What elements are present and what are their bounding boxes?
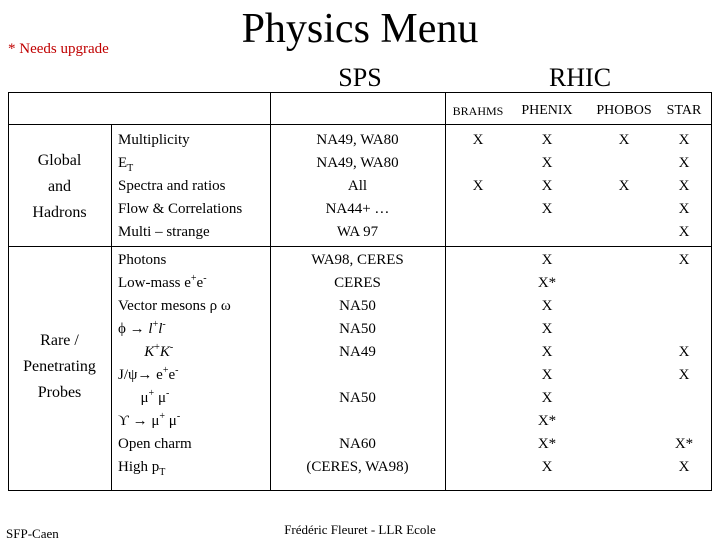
observable-label xyxy=(118,129,242,152)
brahms-mark-cell xyxy=(448,221,508,244)
observable-text-part: T xyxy=(127,163,134,174)
sps-experiment-cell: WA98, CERES xyxy=(311,252,404,268)
sps-experiment-cell xyxy=(270,410,445,433)
grid-line xyxy=(445,92,446,491)
rhic-header: RHIC xyxy=(548,63,612,92)
observable-label xyxy=(118,456,231,479)
observable-text-part: Flow & Correlations xyxy=(118,201,243,217)
star-mark-cell xyxy=(660,295,708,318)
phenix-mark-cell: X xyxy=(541,321,553,337)
brahms-mark-cell: X xyxy=(472,132,484,148)
observable-label xyxy=(118,433,231,456)
observable-text-part: Vector mesons ρ ω xyxy=(118,298,231,314)
observable-text-part: + xyxy=(190,273,197,284)
footer-left: SFP-Caen xyxy=(6,526,59,541)
grid-line xyxy=(8,490,712,491)
observable-text-part: Low-mass e xyxy=(118,275,191,291)
sps-experiment-cell: (CERES, WA98) xyxy=(306,459,409,475)
phenix-mark-cell: X xyxy=(541,344,553,360)
observable-label xyxy=(118,341,231,364)
observable-label xyxy=(118,221,242,244)
observable-text-part: Open charm xyxy=(118,436,192,452)
sps-experiment-cell: WA 97 xyxy=(336,224,379,240)
footer-center: Frédéric Fleuret - LLR Ecole xyxy=(284,522,436,537)
observable-label xyxy=(118,364,231,387)
observable-text-part: - xyxy=(162,319,166,330)
exp-header-phobos: PHOBOS xyxy=(596,103,652,118)
observable-label xyxy=(118,272,231,295)
rare-sps-column xyxy=(270,249,445,479)
star-mark-cell: X xyxy=(678,155,690,171)
star-mark-cell: X xyxy=(678,252,690,268)
phenix-mark-cell: X* xyxy=(537,436,557,452)
brahms-mark-cell xyxy=(448,152,508,175)
phenix-mark-cell: X xyxy=(541,390,553,406)
star-mark-cell xyxy=(660,272,708,295)
sps-experiment-cell: NA60 xyxy=(339,436,376,452)
observable-label xyxy=(118,318,231,341)
global-group-label xyxy=(8,148,111,226)
phenix-mark-cell: X* xyxy=(537,413,557,429)
observable-text-part: Spectra and ratios xyxy=(118,178,226,194)
observable-label xyxy=(118,152,242,175)
observable-text-part: - xyxy=(175,365,179,376)
observable-text-part: T xyxy=(159,467,166,478)
group-label-line: and xyxy=(47,178,72,195)
observable-text-part: + xyxy=(152,319,159,330)
phobos-mark-cell xyxy=(588,198,660,221)
phenix-mark-cell: X xyxy=(541,155,553,171)
star-mark-cell: X* xyxy=(674,436,694,452)
phobos-mark-cell xyxy=(588,152,660,175)
observable-text-part: - xyxy=(176,411,181,422)
observable-text-part: + xyxy=(148,388,155,399)
sps-experiment-cell: NA50 xyxy=(339,321,376,337)
observable-text-part: μ xyxy=(165,413,177,429)
group-label-line: Penetrating xyxy=(23,358,96,375)
rare-phenix-column xyxy=(515,249,579,479)
group-label-line: Hadrons xyxy=(32,204,87,221)
phenix-mark-cell xyxy=(515,221,579,244)
observable-text-part: High p xyxy=(118,459,160,475)
phobos-mark-cell: X xyxy=(618,178,630,194)
sps-experiment-cell: CERES xyxy=(334,275,381,291)
phenix-mark-cell: X xyxy=(541,201,553,217)
observable-text-part: K xyxy=(159,344,170,360)
phobos-mark-cell xyxy=(588,221,660,244)
observable-text-part: e xyxy=(196,275,204,291)
phenix-mark-cell: X xyxy=(541,367,553,383)
global-phenix-column xyxy=(515,129,579,244)
star-mark-cell: X xyxy=(678,224,690,240)
grid-line xyxy=(711,92,712,491)
sps-experiment-cell: NA44+ … xyxy=(325,201,390,217)
observable-text-part: μ xyxy=(118,390,149,406)
observable-text-part: l xyxy=(148,321,153,337)
phenix-mark-cell: X xyxy=(541,298,553,314)
observable-text-part: - xyxy=(203,273,207,284)
observable-text-part: ϕ → xyxy=(118,321,149,337)
group-label-line: Rare / xyxy=(40,332,79,349)
phobos-mark-cell: X xyxy=(618,132,630,148)
needs-upgrade-note: * Needs upgrade xyxy=(8,41,109,57)
observable-text-part: Photons xyxy=(118,252,167,268)
observable-label xyxy=(118,295,231,318)
slide-title: Physics Menu xyxy=(241,6,479,52)
brahms-mark-cell: X xyxy=(472,178,484,194)
phenix-mark-cell: X xyxy=(541,178,553,194)
global-phobos-column xyxy=(588,129,660,244)
grid-line xyxy=(8,246,712,247)
observable-text-part: - xyxy=(165,388,170,399)
group-label-line: Global xyxy=(37,152,82,169)
observable-text-part xyxy=(118,344,144,360)
phenix-mark-cell: X xyxy=(541,252,553,268)
exp-header-phenix: PHENIX xyxy=(521,103,573,118)
star-mark-cell xyxy=(660,387,708,410)
observable-text-part: J/ψ→ e xyxy=(118,367,163,383)
sps-experiment-cell: NA49, WA80 xyxy=(316,155,399,171)
global-sps-column xyxy=(270,129,445,244)
rare-group-label xyxy=(8,328,111,406)
observable-text-part: μ xyxy=(154,390,166,406)
observable-text-part: - xyxy=(169,342,174,353)
star-mark-cell xyxy=(660,410,708,433)
observable-text-part: l xyxy=(158,321,163,337)
observable-text-part: E xyxy=(118,155,128,171)
observable-text-part: + xyxy=(154,342,160,353)
observable-text-part: K xyxy=(144,344,155,360)
star-mark-cell xyxy=(660,318,708,341)
observable-text-part: Multi – strange xyxy=(118,224,210,240)
exp-header-brahms: BRAHMS xyxy=(452,104,504,118)
observable-text-part: Multiplicity xyxy=(118,132,190,148)
observable-text-part: + xyxy=(159,411,166,422)
observable-text-part: ϒ → μ xyxy=(118,413,160,429)
global-observables xyxy=(118,129,242,244)
observable-label xyxy=(118,410,231,433)
star-mark-cell: X xyxy=(678,344,690,360)
sps-header: SPS xyxy=(338,63,382,92)
observable-label xyxy=(118,249,231,272)
star-mark-cell: X xyxy=(678,201,690,217)
observable-label xyxy=(118,175,242,198)
observable-text-part: + xyxy=(162,365,169,376)
observable-text-part: e xyxy=(168,367,176,383)
phenix-mark-cell: X xyxy=(541,132,553,148)
observable-label xyxy=(118,387,231,410)
grid-line xyxy=(8,92,712,93)
grid-line xyxy=(8,124,712,125)
global-star-column xyxy=(660,129,708,244)
grid-line xyxy=(111,124,112,491)
sps-experiment-cell: NA50 xyxy=(339,298,376,314)
phenix-mark-cell: X* xyxy=(537,275,557,291)
rare-star-column xyxy=(660,249,708,479)
exp-header-star: STAR xyxy=(666,103,702,118)
star-mark-cell: X xyxy=(678,459,690,475)
sps-experiment-cell: NA49 xyxy=(339,344,376,360)
observable-label xyxy=(118,198,242,221)
sps-experiment-cell xyxy=(270,364,445,387)
rare-observables xyxy=(118,249,231,479)
group-label-line: Probes xyxy=(37,384,82,401)
star-mark-cell: X xyxy=(678,367,690,383)
brahms-mark-cell xyxy=(448,198,508,221)
phenix-mark-cell: X xyxy=(541,459,553,475)
sps-experiment-cell: NA49, WA80 xyxy=(316,132,399,148)
star-mark-cell: X xyxy=(678,178,690,194)
global-brahms-column xyxy=(448,129,508,244)
sps-experiment-cell: All xyxy=(347,178,368,194)
sps-experiment-cell: NA50 xyxy=(339,390,376,406)
star-mark-cell: X xyxy=(678,132,690,148)
